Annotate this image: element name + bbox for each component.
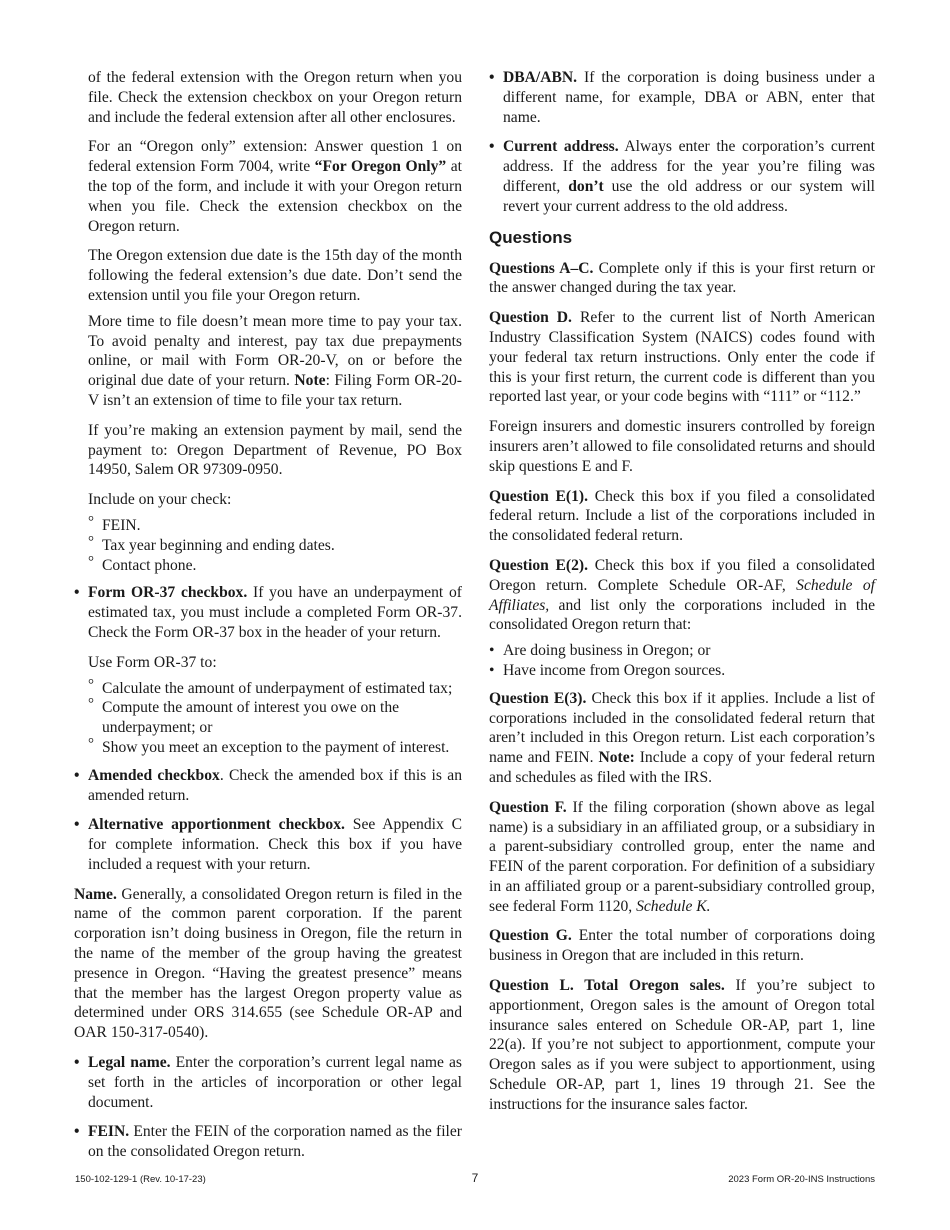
list-item: ° FEIN.	[88, 516, 462, 536]
question-text: If you’re subject to apportionment, Oregon sales is the amount of Oregon total insurance sales entered on Schedule OR-AP, part 1, line 22(a). If you’re not subject to apportionment, compute your Oregon sales as if you were subject to apportionment, using Schedule OR-AP, part 1, lines 19 through 21. See the instructions for the insurance sales factor.	[489, 977, 875, 1113]
question-e2-paragraph	[489, 556, 875, 635]
text-segment: at the top of the form, and include it with your Oregon return when you file. Check the extension checkbox on the Oregon return.	[88, 158, 462, 235]
question-label: Question E(1).	[489, 487, 589, 505]
text-segment: : Filing Form OR-20-V isn’t an extension of time to file your tax return.	[88, 372, 462, 409]
dba-abn-bullet	[489, 68, 875, 127]
due-date-paragraph: The Oregon extension due date is the 15th day of the month following the federal extension’s due date. Don’t send the extension until you file your Oregon return.	[88, 247, 462, 304]
bullet-label: FEIN.	[88, 1123, 130, 1141]
question-g-paragraph	[489, 926, 875, 966]
question-f-paragraph	[489, 798, 875, 917]
right-column	[489, 68, 875, 1125]
questions-heading: Questions	[489, 227, 573, 247]
fein-bullet	[74, 1122, 462, 1162]
note-bold: Note:	[598, 749, 635, 767]
oregon-only-paragraph	[88, 137, 462, 236]
list-item: • Are doing business in Oregon; or	[489, 641, 875, 661]
amended-checkbox-bullet	[74, 766, 462, 806]
bullet-label: Form OR-37 checkbox.	[88, 584, 248, 602]
question-label: Question E(3).	[489, 689, 587, 707]
bullet-label: DBA/ABN.	[503, 69, 578, 86]
bullet-text: use the old address or our system will revert your current address to the old address.	[503, 177, 875, 215]
questions-a-c-paragraph	[489, 259, 875, 299]
bullet-text: If the corporation is doing business under a different name, for example, DBA or ABN, enter that name.	[503, 69, 875, 126]
include-check-paragraph: Include on your check:	[88, 491, 232, 509]
text-segment: More time to file doesn’t mean more time to pay your tax. To avoid penalty and interest, pay tax due prepayments online, or mail with Form OR-20-V, on or before the original due date of your return.	[88, 312, 462, 390]
bullet-label: Alternative apportionment checkbox.	[88, 816, 345, 834]
document-title: 2023 Form OR-20-INS Instructions	[728, 1174, 875, 1185]
use-form-or37-paragraph: Use Form OR-37 to:	[88, 653, 217, 671]
or37-items-list	[74, 679, 462, 758]
question-e1-paragraph	[489, 487, 875, 546]
current-address-bullet	[489, 137, 875, 216]
bullet-text: If you have an underpayment of estimated tax, you must include a completed Form OR-37. Check the Form OR-37 box in the header of your return.	[88, 584, 462, 641]
note-bold: Note	[294, 372, 326, 390]
question-text: Enter the total number of corporations doing business in Oregon that are included in this return.	[489, 927, 875, 965]
question-d-paragraph	[489, 308, 875, 407]
question-text: Include a copy of your federal return and schedules as filed with the IRS.	[489, 749, 875, 786]
question-text: Check this box if you filed a consolidated federal return. Include a list of the corporations included in the consolidated federal return.	[489, 487, 875, 545]
bullet-text: See Appendix C for complete information. Check this box if you have included a request with your return.	[88, 816, 463, 873]
list-item: ° Show you meet an exception to the payment of interest.	[88, 738, 462, 758]
left-column	[74, 68, 463, 1172]
bullet-text: Enter the corporation’s current legal name as set forth in the articles of incorporation or other legal document.	[88, 1054, 462, 1111]
question-label: Question F.	[489, 798, 567, 816]
dont-bold: don’t	[568, 177, 604, 195]
alt-apportionment-bullet	[74, 815, 462, 874]
question-text: Refer to the current list of North American Industry Classification System (NAICS) codes found with your federal tax return instructions. Only enter the code if this is your first return, the current code is different than you reported last year, or your code begins with “111” or “112.”	[489, 309, 875, 406]
list-item: ° Compute the amount of interest you owe on the underpayment; or	[88, 698, 462, 738]
form-or37-bullet	[74, 583, 462, 642]
list-item: • Have income from Oregon sources.	[489, 661, 875, 681]
name-text: Generally, a consolidated Oregon return is filed in the name of the common parent corporation. If the parent corporation isn’t doing business in Oregon, file the return in the name of the member of the group having the greatest presence in Oregon. “Having the greatest presence” means that the member has the largest Oregon property value as determined under ORS 314.655 (see Schedule OR-AP and OAR 150-317-0540).	[74, 885, 462, 1042]
question-label: Question G.	[489, 927, 572, 945]
question-label: Question E(2).	[489, 556, 589, 574]
bullet-label: Legal name.	[88, 1054, 171, 1072]
bullet-text: Always enter the corporation’s current address. If the address for the year you’re filing was different,	[503, 138, 876, 195]
question-e3-paragraph	[489, 689, 875, 788]
name-paragraph	[74, 885, 462, 1043]
payment-mail-paragraph: If you’re making an extension payment by mail, send the payment to: Oregon Department of Revenue, PO Box 14950, Salem OR 97309-0950.	[88, 421, 462, 479]
question-label: Question D.	[489, 309, 572, 327]
question-l-paragraph	[489, 976, 875, 1115]
oregon-only-bold: “For Oregon Only”	[314, 158, 447, 176]
schedule-of-affiliates-italic: Schedule of Affiliates,	[489, 576, 875, 614]
question-text: Check this box if you filed a consolidated Oregon return. Complete Schedule OR-AF,	[489, 556, 875, 594]
bullet-label: Amended checkbox	[88, 766, 220, 784]
bullet-label: Current address.	[503, 138, 619, 156]
text-segment: For an “Oregon only” extension: Answer question 1 on federal extension Form 7004, write	[88, 138, 462, 176]
bullet-text: . Check the amended box if this is an amended return.	[88, 766, 462, 804]
question-text: and list only the corporations included in the consolidated Oregon return that:	[489, 596, 875, 634]
list-item: ° Calculate the amount of underpayment of estimated tax;	[88, 679, 462, 699]
time-to-pay-paragraph	[88, 312, 462, 411]
question-text: Check this box if it applies. Include a list of corporations included in the consolidated federal return that aren’t included in this Oregon return. List each corporation’s name and FEIN.	[489, 689, 875, 767]
check-items-list	[74, 516, 462, 575]
question-label: Question L. Total Oregon sales.	[489, 977, 725, 995]
list-item: ° Contact phone.	[88, 556, 462, 576]
question-label: Questions A–C.	[489, 259, 594, 277]
federal-extension-paragraph: of the federal extension with the Oregon return when you file. Check the extension checkbox on your Oregon return and include the federal extension after all other enclosures.	[88, 69, 462, 126]
page-number: 7	[471, 1171, 479, 1185]
question-text: Complete only if this is your first return or the answer changed during the tax year.	[489, 259, 875, 297]
question-text: If the filing corporation (shown above as legal name) is a subsidiary in an affiliated group, or a subsidiary in a parent-subsidiary controlled group, enter the name and FEIN of the parent corporation. For definition of a subsidiary in an affiliated group or a parent-subsidiary controlled group, see federal Form 1120,	[489, 798, 875, 915]
name-label: Name.	[74, 885, 117, 903]
schedule-k-italic: Schedule K.	[636, 897, 711, 915]
bullet-text: Enter the FEIN of the corporation named as the filer on the consolidated Oregon return.	[88, 1123, 462, 1161]
legal-name-bullet	[74, 1053, 462, 1112]
form-code: 150-102-129-1 (Rev. 10-17-23)	[75, 1174, 206, 1185]
foreign-insurers-paragraph: Foreign insurers and domestic insurers controlled by foreign insurers aren’t allowed to file consolidated returns and should skip questions E and F.	[489, 418, 875, 475]
qe2-items-list	[489, 641, 875, 681]
list-item: ° Tax year beginning and ending dates.	[88, 536, 462, 556]
